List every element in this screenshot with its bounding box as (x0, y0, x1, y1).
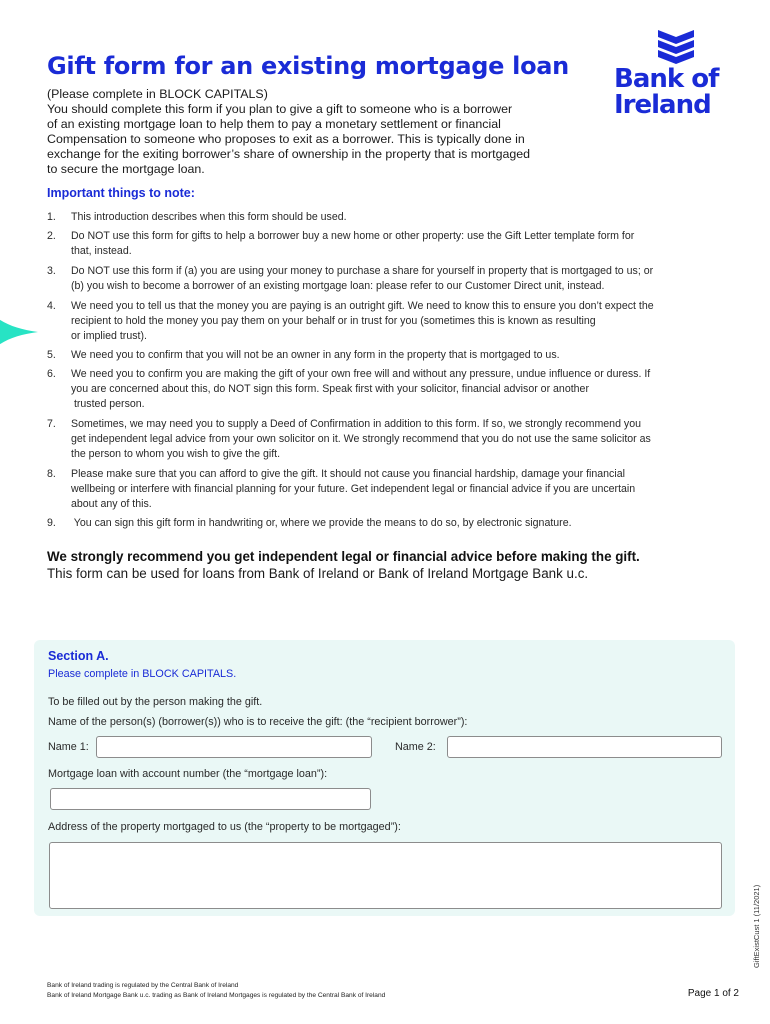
intro-line: exchange for the exiting borrower’s share of ownership in the property that is mortgaged (47, 147, 531, 161)
note-text (71, 229, 727, 259)
recipient-prompt: Name of the person(s) (borrower(s)) who is to receive the gift: (the “recipient borrower”): (48, 716, 468, 728)
note-line: This introduction describes when this form should be used. (71, 211, 347, 223)
note-text (71, 367, 727, 412)
form-code-vertical: GiftExistCust 1 (11/2021) (752, 884, 761, 968)
name1-input[interactable] (96, 736, 372, 758)
recommendation-plain: This form can be used for loans from Bank of Ireland or Bank of Ireland Mortgage Bank u.c. (47, 566, 589, 581)
note-line: or implied trust). (71, 330, 147, 342)
note-line: trusted person. (71, 398, 145, 410)
property-address-textarea[interactable] (49, 842, 722, 909)
logo-chevrons-icon (658, 30, 694, 64)
note-item (47, 367, 727, 412)
note-text (71, 264, 727, 294)
note-number: 8. (47, 468, 56, 480)
note-number: 2. (47, 230, 56, 242)
logo-wordmark (614, 66, 718, 118)
section-a-caps-note: Please complete in BLOCK CAPITALS. (48, 668, 237, 680)
note-text (71, 348, 727, 363)
note-line: wellbeing or interfere with financial planning for your future. Get independent legal or financial advice if you are uncertain (71, 483, 636, 495)
note-line: We need you to tell us that the money you are paying is an outright gift. We need to know this to ensure you don’t expect the (71, 300, 654, 312)
note-line: recipient to hold the money you pay them on your behalf or in trust for you (sometimes this is known as resulting (71, 315, 596, 327)
note-number: 6. (47, 368, 56, 380)
note-line: get independent legal advice from your own solicitor on it. We strongly recommend that you do not use the same solicitor as (71, 433, 651, 445)
note-line: you are concerned about this, do NOT sign this form. Speak first with your solicitor, financial advisor or another (71, 383, 589, 395)
recommendation-block (47, 548, 747, 582)
logo-line-2: Ireland (614, 90, 711, 120)
note-number: 4. (47, 300, 56, 312)
name1-label: Name 1: (48, 741, 89, 753)
intro-line: You should complete this form if you plan to give a gift to someone who is a borrower (47, 102, 513, 116)
note-item (47, 210, 727, 225)
note-number: 5. (47, 349, 56, 361)
section-a-instruction: To be filled out by the person making the gift. (48, 696, 263, 708)
note-line: We need you to confirm you are making the gift of your own free will and without any pressure, undue influence or duress. If (71, 368, 651, 380)
note-line: the person to whom you wish to give the gift. (71, 448, 281, 460)
page-number: Page 1 of 2 (687, 988, 739, 999)
logo-line-1: Bank of (614, 64, 719, 94)
footer-regulatory (47, 981, 385, 1001)
form-title: Gift form for an existing mortgage loan (47, 52, 569, 80)
note-text (71, 210, 727, 225)
important-heading: Important things to note: (47, 186, 195, 200)
note-line: about any of this. (71, 498, 152, 510)
address-label: Address of the property mortgaged to us (the “property to be mortgaged”): (48, 821, 401, 833)
intro-line: of an existing mortgage loan to help them to pay a monetary settlement or financial (47, 117, 501, 131)
note-line: (b) you wish to become a borrower of an existing mortgage loan: please refer to our Customer Direct unit, instead. (71, 280, 605, 292)
note-number: 9. (47, 517, 56, 529)
note-number: 3. (47, 265, 56, 277)
note-text (71, 299, 727, 344)
intro-line: to secure the mortgage loan. (47, 162, 205, 176)
section-a-title: Section A. (48, 649, 109, 663)
note-number: 1. (47, 211, 56, 223)
note-item (47, 264, 727, 294)
note-line: Do NOT use this form for gifts to help a borrower buy a new home or other property: use the Gift Letter template form for (71, 230, 635, 242)
recommendation-bold: We strongly recommend you get independent legal or financial advice before making the gift. (47, 549, 640, 564)
note-item (47, 417, 727, 462)
note-line: that, instead. (71, 245, 132, 257)
note-line: Sometimes, we may need you to supply a Deed of Confirmation in addition to this form. If so, we strongly recommend you (71, 418, 641, 430)
note-line: You can sign this gift form in handwriting or, where we provide the means to do so, by electronic signature. (71, 517, 572, 529)
note-item (47, 516, 727, 531)
note-line: Please make sure that you can afford to give the gift. It should not cause you financial hardship, damage your financial (71, 468, 625, 480)
note-item (47, 299, 727, 344)
note-line: We need you to confirm that you will not be an owner in any form in the property that is mortgaged to us. (71, 349, 560, 361)
note-item (47, 348, 727, 363)
note-item (47, 467, 727, 512)
account-number-input[interactable] (50, 788, 371, 810)
important-notes-list (47, 210, 727, 531)
intro-line: Compensation to someone who proposes to exit as a borrower. This is typically done in (47, 132, 525, 146)
footer-line-1: Bank of Ireland trading is regulated by the Central Bank of Ireland (47, 982, 239, 989)
section-a-panel (34, 640, 735, 916)
note-text (71, 516, 727, 531)
name2-label: Name 2: (395, 741, 436, 753)
note-line: Do NOT use this form if (a) you are using your money to purchase a share for yourself in property that is mortgaged to us; or (71, 265, 654, 277)
footer-line-2: Bank of Ireland Mortgage Bank u.c. trading as Bank of Ireland Mortgages is regulated by the Central Bank of Ireland (47, 992, 386, 999)
note-text (71, 417, 727, 462)
intro-paragraph (47, 87, 592, 177)
decorative-accent-shape (0, 272, 40, 392)
note-item (47, 229, 727, 259)
note-text (71, 467, 727, 512)
intro-caps-note: (Please complete in BLOCK CAPITALS) (47, 87, 268, 101)
bank-logo (614, 30, 740, 125)
note-number: 7. (47, 418, 56, 430)
account-label: Mortgage loan with account number (the “mortgage loan”): (48, 768, 328, 780)
name2-input[interactable] (447, 736, 722, 758)
